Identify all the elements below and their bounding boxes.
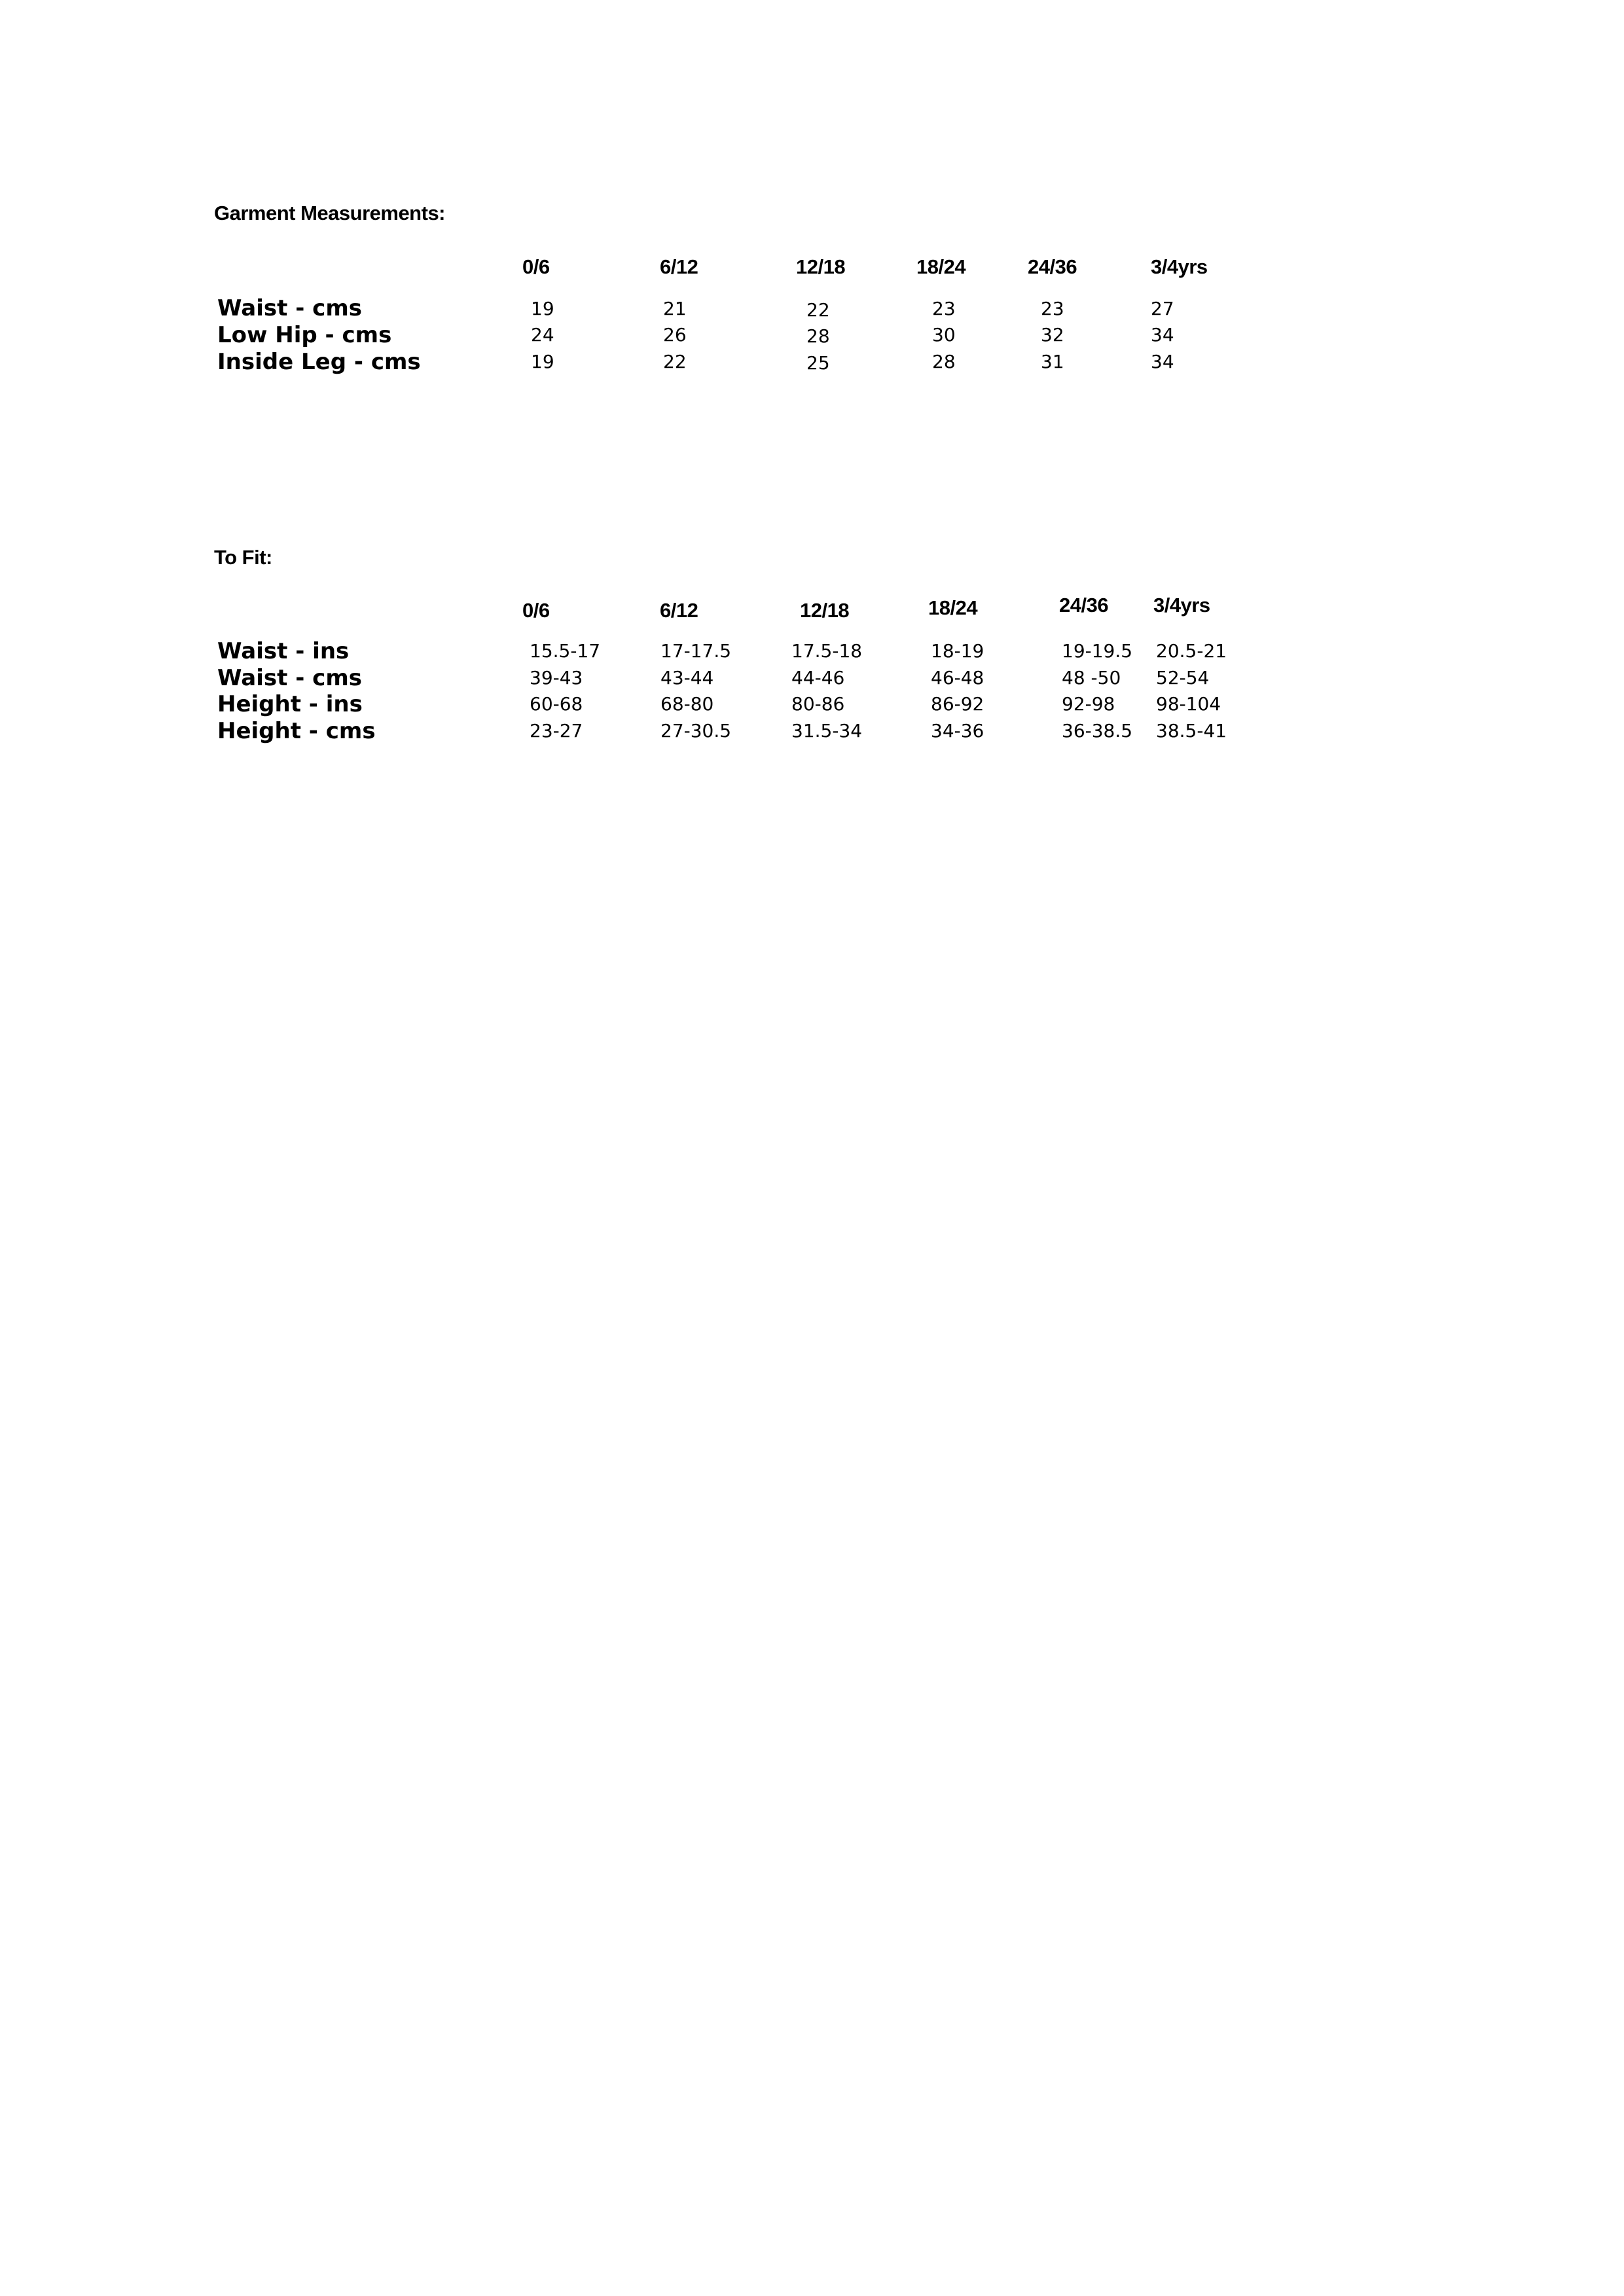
garment-cell: 31: [1041, 351, 1064, 372]
garment-size-header: 6/12: [660, 255, 698, 278]
to-fit-cell: 17.5-18: [791, 640, 863, 662]
to-fit-size-header: 12/18: [800, 599, 850, 622]
garment-cell: 34: [1151, 324, 1174, 346]
to-fit-cell: 38.5-41: [1156, 720, 1227, 742]
to-fit-cell: 48 -50: [1062, 667, 1121, 689]
to-fit-cell: 34-36: [931, 720, 984, 742]
to-fit-row-label: Waist - ins: [217, 638, 350, 664]
garment-cell: 34: [1151, 351, 1174, 372]
garment-row-label: Waist - cms: [217, 295, 362, 321]
garment-size-header: 18/24: [916, 255, 966, 278]
to-fit-cell: 46-48: [931, 667, 984, 689]
garment-cell: 22: [663, 351, 687, 372]
garment-cell: 28: [806, 325, 830, 347]
garment-row-label: Inside Leg - cms: [217, 349, 421, 375]
to-fit-row-label: Waist - cms: [217, 665, 362, 691]
to-fit-size-header: 0/6: [522, 599, 550, 622]
to-fit-cell: 86-92: [931, 693, 984, 715]
to-fit-cell: 15.5-17: [530, 640, 601, 662]
to-fit-cell: 27-30.5: [660, 720, 732, 742]
to-fit-cell: 19-19.5: [1062, 640, 1133, 662]
garment-cell: 30: [932, 324, 956, 346]
to-fit-size-header: 18/24: [928, 596, 978, 619]
garment-cell: 32: [1041, 324, 1064, 346]
to-fit-row-label: Height - ins: [217, 691, 363, 717]
to-fit-cell: 98-104: [1156, 693, 1221, 715]
to-fit-cell: 39-43: [530, 667, 583, 689]
to-fit-row-label: Height - cms: [217, 718, 376, 744]
garment-cell: 19: [531, 351, 554, 372]
to-fit-cell: 43-44: [660, 667, 714, 689]
to-fit-cell: 18-19: [931, 640, 984, 662]
garment-cell: 27: [1151, 298, 1174, 319]
to-fit-cell: 17-17.5: [660, 640, 732, 662]
to-fit-cell: 80-86: [791, 693, 845, 715]
to-fit-cell: 31.5-34: [791, 720, 863, 742]
to-fit-cell: 60-68: [530, 693, 583, 715]
garment-cell: 23: [932, 298, 956, 319]
garment-cell: 28: [932, 351, 956, 372]
to-fit-cell: 23-27: [530, 720, 583, 742]
garment-cell: 19: [531, 298, 554, 319]
to-fit-size-header: 24/36: [1059, 594, 1109, 617]
garment-measurements-title: Garment Measurements:: [214, 202, 446, 224]
garment-size-header: 24/36: [1028, 255, 1077, 278]
to-fit-size-header: 3/4yrs: [1153, 594, 1210, 617]
garment-size-header: 0/6: [522, 255, 550, 278]
garment-cell: 26: [663, 324, 687, 346]
garment-cell: 25: [806, 352, 830, 374]
garment-cell: 21: [663, 298, 687, 319]
to-fit-cell: 68-80: [660, 693, 714, 715]
to-fit-cell: 20.5-21: [1156, 640, 1227, 662]
garment-cell: 23: [1041, 298, 1064, 319]
to-fit-cell: 36-38.5: [1062, 720, 1133, 742]
garment-row-label: Low Hip - cms: [217, 322, 392, 348]
to-fit-cell: 92-98: [1062, 693, 1115, 715]
garment-size-header: 3/4yrs: [1151, 255, 1208, 278]
to-fit-cell: 44-46: [791, 667, 845, 689]
to-fit-title: To Fit:: [214, 546, 272, 569]
to-fit-cell: 52-54: [1156, 667, 1210, 689]
garment-cell: 24: [531, 324, 554, 346]
garment-size-header: 12/18: [796, 255, 846, 278]
to-fit-size-header: 6/12: [660, 599, 698, 622]
garment-cell: 22: [806, 299, 830, 321]
